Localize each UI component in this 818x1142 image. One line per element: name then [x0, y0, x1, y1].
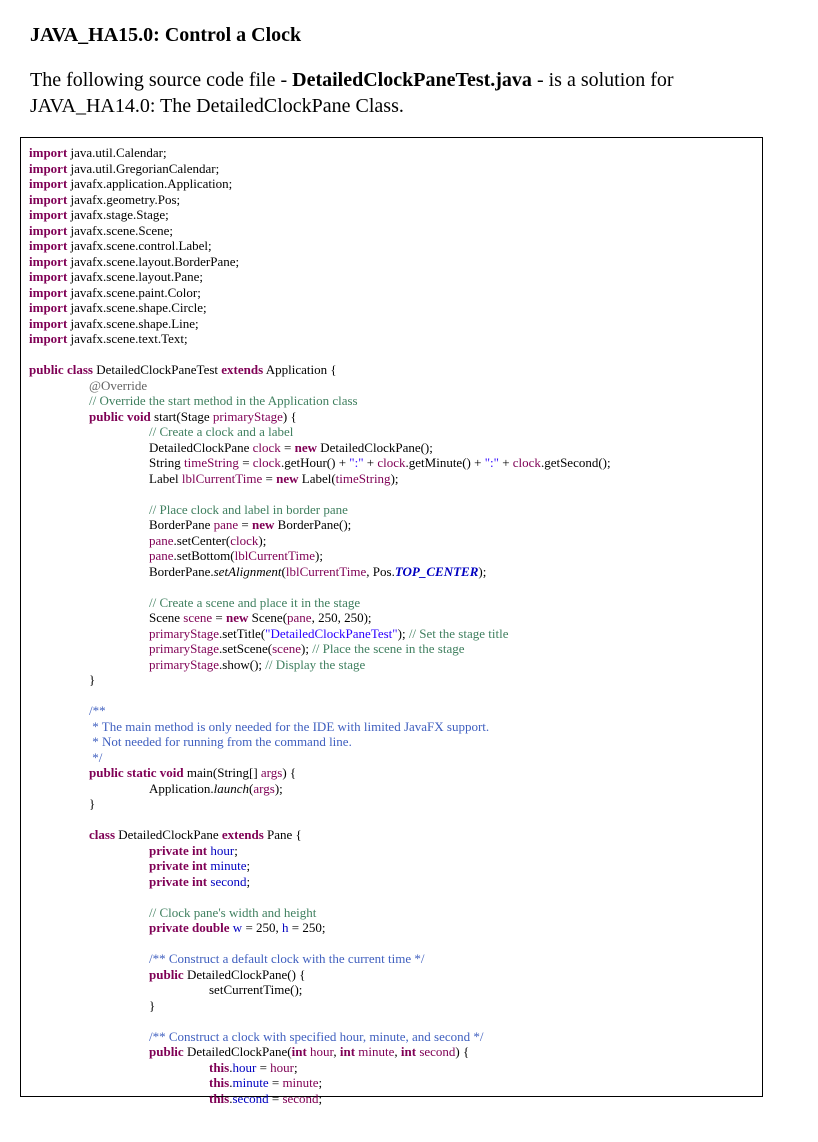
code-line: [29, 874, 611, 890]
code-token: import: [29, 145, 68, 160]
code-token: javafx.geometry.Pos;: [67, 191, 181, 207]
code-token: new: [226, 610, 249, 625]
code-token: );: [300, 641, 313, 656]
code-token: hour: [210, 842, 235, 858]
code-token: * Not needed for running from the command line.: [89, 734, 352, 749]
code-token: class: [66, 362, 93, 377]
code-token: );: [274, 780, 283, 796]
code-line: [29, 486, 611, 502]
code-token: ":": [349, 455, 364, 470]
code-token: minute: [282, 1075, 319, 1090]
code-token: javafx.scene.layout.BorderPane;: [67, 253, 240, 269]
code-token: public: [89, 408, 124, 424]
code-line: [29, 905, 611, 921]
code-line: [29, 1091, 611, 1107]
code-token: public: [149, 966, 184, 982]
code-token: .: [229, 1059, 233, 1075]
code-token: javafx.scene.text.Text;: [67, 331, 188, 346]
code-line: [29, 347, 611, 363]
code-token: }: [149, 997, 156, 1013]
code-token: this: [209, 1059, 230, 1075]
code-line: [29, 254, 611, 270]
code-line: [29, 1075, 611, 1091]
code-token: timeString: [184, 455, 239, 470]
code-token: setAlignment: [213, 563, 282, 579]
code-token: hour: [232, 1059, 257, 1075]
code-token: int: [400, 1044, 417, 1059]
code-token: );: [258, 532, 267, 548]
code-token: @Override: [89, 377, 148, 393]
code-token: h: [282, 920, 289, 935]
code-line: [29, 409, 611, 425]
code-token: ":": [484, 455, 499, 470]
code-token: public: [149, 1044, 184, 1059]
code-line: [29, 533, 611, 549]
code-line: [29, 176, 611, 192]
code-token: DetailedClockPane() {: [183, 966, 306, 982]
code-token: pane: [149, 532, 174, 548]
code-token: DetailedClockPane();: [317, 439, 433, 455]
code-token: .setTitle(: [219, 625, 266, 641]
code-token: minute: [210, 858, 247, 873]
code-token: import: [29, 238, 68, 253]
code-token: =: [280, 439, 295, 455]
code-token: setCurrentTime();: [209, 982, 303, 997]
code-token: double: [191, 920, 230, 935]
code-listing-box: [20, 137, 763, 1106]
code-line: [29, 796, 611, 812]
code-token: /**: [89, 703, 106, 718]
code-token: // Override the start method in the Application class: [89, 393, 358, 408]
code-token: javafx.scene.control.Label;: [67, 238, 212, 253]
code-token: ) {: [282, 765, 297, 780]
code-token: w: [232, 920, 243, 935]
code-token: class: [89, 827, 115, 842]
code-token: pane: [213, 517, 239, 532]
code-token: ,: [333, 1044, 340, 1059]
intro-prefix: The following source code file -: [30, 69, 293, 91]
code-token: import: [29, 284, 68, 300]
page-title: JAVA_HA15.0: Control a Clock: [30, 24, 302, 46]
code-line: [29, 161, 611, 177]
code-token: import: [29, 269, 68, 284]
code-line: [29, 145, 611, 161]
code-token: launch: [213, 780, 250, 796]
code-token: =: [256, 1059, 271, 1075]
code-line: [29, 672, 611, 688]
code-line: [29, 781, 611, 797]
code-token: import: [29, 300, 68, 315]
code-line: [29, 1044, 611, 1060]
code-token: // Clock pane's width and height: [149, 904, 317, 920]
code-token: clock: [252, 439, 281, 455]
code-token: ;: [246, 873, 251, 889]
code-token: DetailedClockPane: [149, 439, 253, 455]
code-line: [29, 641, 611, 657]
code-token: int: [291, 1044, 307, 1059]
code-token: .setBottom(: [173, 548, 235, 563]
code-token: hour: [310, 1044, 334, 1059]
code-token: import: [29, 331, 68, 346]
code-line: [29, 378, 611, 394]
code-token: (: [281, 563, 286, 579]
code-token: ;: [318, 1075, 323, 1090]
code-line: [29, 331, 611, 347]
code-token: DetailedClockPane(: [183, 1044, 292, 1059]
code-token: TOP_CENTER: [394, 563, 479, 579]
code-line: [29, 920, 611, 936]
code-token: String: [149, 455, 185, 470]
code-line: [29, 936, 611, 952]
code-token: second: [210, 873, 247, 889]
code-line: [29, 688, 611, 704]
code-line: [29, 827, 611, 843]
code-token: =: [268, 1090, 283, 1106]
code-token: // Set the stage title: [408, 625, 509, 641]
code-token: private: [149, 873, 189, 889]
code-token: second: [232, 1090, 269, 1106]
code-token: javafx.scene.shape.Circle;: [67, 300, 207, 315]
code-token: java.util.GregorianCalendar;: [67, 160, 220, 176]
code-token: public: [89, 765, 124, 780]
code-token: ) {: [455, 1044, 470, 1059]
code-token: clock: [252, 455, 281, 470]
code-token: =: [238, 455, 253, 470]
code-token: , 250, 250);: [311, 610, 372, 625]
code-token: DetailedClockPaneTest: [92, 362, 222, 377]
code-line: [29, 564, 611, 580]
code-token: args: [253, 780, 275, 796]
code-token: javafx.scene.paint.Color;: [67, 284, 201, 300]
code-token: .show();: [219, 656, 266, 672]
code-token: lblCurrentTime: [181, 470, 263, 486]
code-token: java.util.Calendar;: [67, 145, 167, 160]
code-token: static: [126, 765, 157, 780]
code-token: primaryStage: [149, 641, 220, 656]
code-token: private: [149, 920, 189, 935]
code-token: pane: [149, 548, 174, 563]
code-token: main(String[]: [183, 765, 261, 780]
code-token: second: [419, 1044, 456, 1059]
code-token: Application.: [149, 780, 214, 796]
code-line: [29, 998, 611, 1014]
code-token: .: [229, 1075, 233, 1090]
code-line: [29, 269, 611, 285]
code-line: [29, 967, 611, 983]
intro-file-name: DetailedClockPaneTest.java: [292, 69, 532, 91]
code-token: new: [252, 517, 275, 532]
code-token: );: [397, 625, 409, 641]
code-line: [29, 626, 611, 642]
code-token: /** Construct a clock with specified hour, minute, and second */: [149, 1028, 484, 1044]
code-line: [29, 843, 611, 859]
code-token: import: [29, 253, 68, 269]
code-token: this: [209, 1090, 230, 1106]
code-token: }: [89, 672, 96, 687]
code-token: Label(: [298, 470, 336, 486]
code-token: scene: [272, 641, 301, 656]
code-token: extends: [221, 827, 264, 842]
code-token: javafx.application.Application;: [67, 176, 233, 191]
code-token: .getMinute() +: [405, 455, 485, 470]
code-token: = 250;: [288, 920, 326, 935]
code-token: , Pos.: [366, 563, 395, 579]
code-token: // Display the stage: [265, 656, 366, 672]
code-token: clock: [377, 455, 406, 470]
code-token: DetailedClockPane: [115, 827, 222, 842]
code-token: import: [29, 222, 68, 238]
code-token: int: [339, 1044, 356, 1059]
code-token: );: [390, 470, 399, 486]
code-token: Pane {: [263, 827, 302, 842]
code-token: new: [294, 439, 317, 455]
code-token: clock: [230, 532, 259, 548]
code-token: BorderPane: [149, 517, 214, 532]
code-line: [29, 424, 611, 440]
code-token: lblCurrentTime: [285, 563, 367, 579]
code-line: [29, 393, 611, 409]
code-token: import: [29, 315, 68, 331]
code-token: ;: [318, 1090, 323, 1106]
code-token: minute: [232, 1075, 269, 1090]
code-line: [29, 579, 611, 595]
code-token: =: [212, 610, 227, 625]
code-token: Scene(: [248, 610, 288, 625]
code-line: [29, 858, 611, 874]
code-line: [29, 548, 611, 564]
code-line: [29, 1029, 611, 1045]
code-token: ,: [394, 1044, 401, 1059]
code-token: javafx.scene.layout.Pane;: [67, 269, 204, 284]
code-token: void: [126, 408, 151, 424]
code-line: [29, 471, 611, 487]
code-token: * The main method is only needed for the IDE with limited JavaFX support.: [89, 718, 490, 734]
code-token: hour: [270, 1059, 295, 1075]
code-token: extends: [221, 362, 264, 377]
code-token: =: [238, 517, 253, 532]
code-line: [29, 285, 611, 301]
code-token: primaryStage: [149, 625, 220, 641]
code-token: int: [191, 873, 208, 889]
code-token: clock: [512, 455, 541, 470]
code-line: [29, 207, 611, 223]
code-token: );: [315, 548, 323, 563]
code-token: void: [159, 765, 184, 780]
code-line: [29, 300, 611, 316]
code-token: +: [363, 455, 378, 470]
code-token: // Create a scene and place it in the stage: [149, 594, 361, 610]
code-token: primaryStage: [212, 408, 283, 424]
code-token: int: [191, 842, 208, 858]
code-line: [29, 657, 611, 673]
code-token: Application {: [263, 362, 337, 377]
code-token: javafx.scene.shape.Line;: [67, 315, 199, 331]
code-token: ;: [246, 858, 251, 873]
code-line: [29, 517, 611, 533]
code-token: =: [262, 470, 277, 486]
code-token: Label: [149, 470, 182, 486]
code-token: minute: [358, 1044, 395, 1059]
code-token: start(Stage: [150, 408, 213, 424]
code-token: import: [29, 176, 68, 191]
code-token: public: [29, 362, 64, 377]
code-line: [29, 765, 611, 781]
code-line: [29, 889, 611, 905]
code-token: ;: [234, 842, 238, 858]
code-token: ;: [294, 1059, 298, 1075]
code-line: [29, 951, 611, 967]
code-token: */: [89, 749, 103, 765]
code-token: .getHour() +: [280, 455, 350, 470]
code-line: [29, 440, 611, 456]
code-line: [29, 595, 611, 611]
intro-paragraph: [30, 67, 770, 119]
code-token: int: [191, 858, 208, 873]
code-token: .setCenter(: [173, 532, 231, 548]
code-listing: [29, 145, 611, 1106]
code-line: [29, 703, 611, 719]
code-token: .: [229, 1090, 233, 1106]
code-token: scene: [183, 610, 213, 625]
code-line: [29, 719, 611, 735]
code-line: [29, 812, 611, 828]
code-line: [29, 502, 611, 518]
code-line: [29, 362, 611, 378]
code-token: this: [209, 1075, 230, 1090]
code-token: ) {: [282, 408, 297, 424]
code-token: /** Construct a default clock with the current time */: [149, 951, 425, 966]
code-token: }: [89, 796, 96, 811]
code-token: import: [29, 191, 68, 207]
code-line: [29, 192, 611, 208]
code-token: private: [149, 858, 189, 873]
code-token: lblCurrentTime: [234, 548, 315, 563]
code-token: second: [282, 1090, 319, 1106]
code-token: private: [149, 842, 189, 858]
code-token: // Create a clock and a label: [149, 424, 294, 439]
code-token: import: [29, 207, 68, 222]
code-token: timeString: [335, 470, 391, 486]
code-token: "DetailedClockPaneTest": [265, 625, 398, 641]
code-token: );: [478, 563, 487, 579]
code-line: [29, 982, 611, 998]
code-token: // Place clock and label in border pane: [149, 501, 348, 517]
code-token: import: [29, 160, 68, 176]
code-line: [29, 455, 611, 471]
code-line: [29, 1013, 611, 1029]
code-token: Scene: [149, 610, 184, 625]
code-token: =: [268, 1075, 283, 1090]
code-token: // Place the scene in the stage: [312, 641, 465, 656]
code-token: .setScene(: [219, 641, 273, 656]
code-line: [29, 750, 611, 766]
code-line: [29, 734, 611, 750]
code-token: BorderPane();: [274, 517, 352, 532]
code-line: [29, 223, 611, 239]
code-token: new: [276, 470, 299, 486]
code-token: primaryStage: [149, 656, 220, 672]
code-line: [29, 610, 611, 626]
code-line: [29, 238, 611, 254]
code-token: +: [498, 455, 513, 470]
code-line: [29, 316, 611, 332]
code-token: = 250,: [242, 920, 283, 935]
code-token: javafx.scene.Scene;: [67, 222, 174, 238]
code-line: [29, 1060, 611, 1076]
intro-suffix: - is a solution for JAVA_HA14.0: The DetailedClockPane Class.: [30, 69, 674, 117]
code-token: pane: [287, 610, 312, 625]
code-token: args: [260, 765, 283, 780]
code-token: BorderPane.: [149, 563, 214, 579]
code-token: javafx.stage.Stage;: [67, 207, 169, 222]
code-token: (: [249, 780, 254, 796]
code-token: .getSecond();: [540, 455, 611, 470]
